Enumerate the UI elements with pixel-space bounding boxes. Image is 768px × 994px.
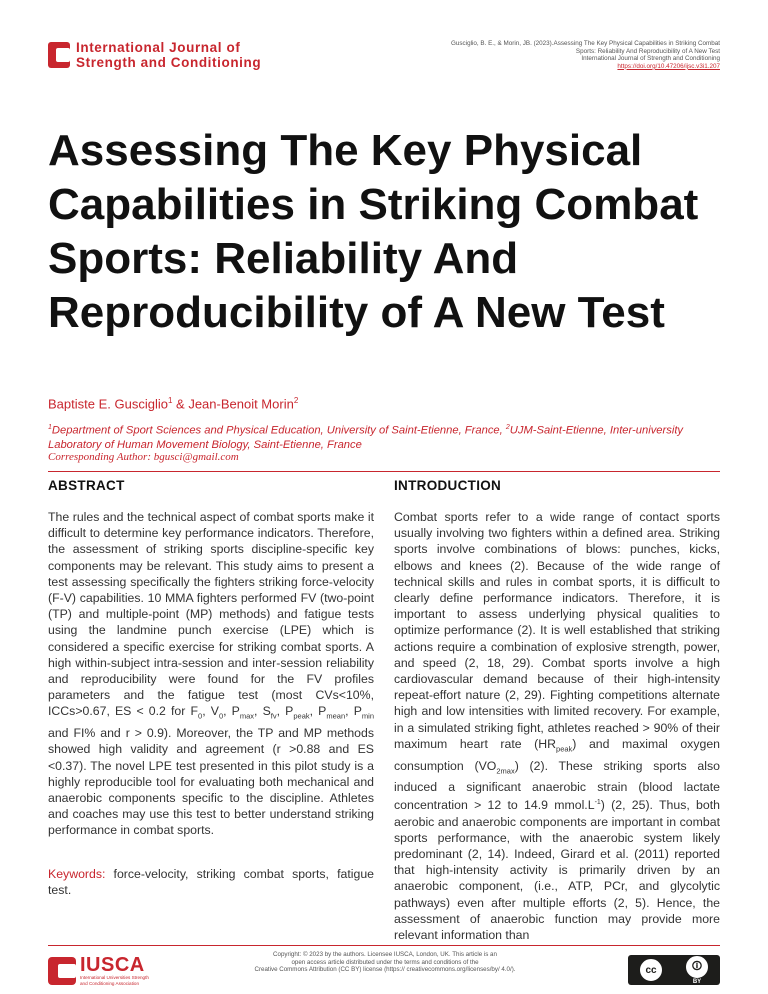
creative-commons-icon: cc [639,958,663,982]
footer-divider [48,945,720,946]
introduction-text: Combat sports refer to a wide range of contact sports usually involving two fighters within a defined area. Striking sports involve combinations of blows: punches, kicks, elbows and knees (2). Because of the wide range of technical skills and rules in combat sports, it is difficult to clearly define performance indicators. Therefore, it is important to assess underlying physical qualities to optimize performance (2). It is well established that striking actions require a combination of explosive strength, power, and speed (2, 18, 29). Combat sports involve a high cardiovascular demand because of their high-intensity repeat-effort nature (2, 29). Fighting competitions alternate high and low intensities with limited recovery. For example, in a simulated striking fight, athletes reached > 90% of their maximum heart rate $(HR_{peak})$ and maximal oxygen consumption $(VO_{2max})$ (2). These striking sports also induced a significant anaerobic strain (blood lactate concentration > 12 to 14.9 $mmol.L^{-1}$) (2, 25). Thus, both aerobic and anaerobic components are important in combat sports performance, with the anaerobic system likely predominant (2, 14). Indeed, Girard et al. (2011) reported that high-intensity activity is primarily driven by an anaerobic component, (i.e., ATP, PCr, and glycolytic pathways) even after multiple efforts (2, 5). Hence, the assessment of anaerobic function may provide more relevant information than [394,510,720,943]
journal-logo [48,40,261,70]
keywords: Keywords: force-velocity, striking combat sports, fatigue test. [48,867,374,898]
doi-link[interactable]: https://doi.org/10.47206/ijsc.v3i1.207 [617,62,720,70]
article-title: Assessing The Key Physical Capabilities in Striking Combat Sports: Reliability And Reproducibility of A New Test [48,126,699,337]
author-list: Baptiste E. Gusciglio$^1$ & Jean-Benoit Morin$^2$ [48,396,299,412]
iusca-logo-icon [48,957,76,985]
divider [48,471,720,472]
cc-by-license-badge[interactable]: cc 🛈 BY [628,955,720,985]
copyright-notice: Copyright: © 2023 by the authors. Licensee IUSCA, London, UK. This article is an open access article distributed under the terms and conditions of the Creative Commons Attribution (CC BY) license (https:// creativecommons.org/licenses/by/ 4.0/). [254,951,516,973]
journal-logo-icon [48,42,70,68]
affiliations: $^1$Department of Sport Sciences and Physical Education, University of Saint-Etienne, France, $^2$UJM-Saint-Etienne, Inter-university Laboratory of Human Movement Biology, Saint-Etienne, France [48,424,684,451]
introduction-heading: INTRODUCTION [394,478,502,493]
person-icon: 🛈 [685,955,709,979]
corresponding-author: Corresponding Author: bgusci@gmail.com [48,451,239,463]
abstract-heading: ABSTRACT [48,478,125,493]
iusca-logo: IUSCA International Universities Strength and Conditioning Association [48,955,149,986]
abstract-text: The rules and the technical aspect of combat sports make it difficult to determine key performance indicators. Therefore, the assessment of striking sports discipline-specific key components may be relevant. This study aims to present a test assessing specifically the fighters striking force-velocity (F-V) capabilities. 10 MMA fighters performed FV (two-point (TP) and multiple-point (MP) methods) and fatigue tests using the landmine punch exercise (LPE) which is considered a specific exercise for striking combat sports. A high within-subject intra-session and inter-session reliability and reproducibility were found for the FV profiles parameters and the fatigue test (most CVs<10%, ICCs>0.67, ES < 0.2 for $F_0$, $V_0$, $P_{max}$, $S_{fv}$, $P_{peak}$, $P_{mean}$, $P_{min}$ and FI% and r > 0.9). Moreover, the TP and MP methods showed high validity and agreement (r >0.88 and ES <0.37). The novel LPE test presented in this pilot study is a highly reproducible tool for evaluating both mechanical and anaerobic components specific to the discipline. Athletes and coaches may use this test to better understand striking performance in combat sports. [48,510,374,838]
journal-name: International Journal of Strength and Conditioning [76,40,262,70]
citation: Gusciglio, B. E., & Morin, JB. (2023).Assessing The Key Physical Capabilities in Striking Combat Sports: Reliability And Reproducibility of A New Test International Journal of Strength and Conditioning https://doi.org/10.47206/ijsc.v3i1.207 [420,40,720,70]
